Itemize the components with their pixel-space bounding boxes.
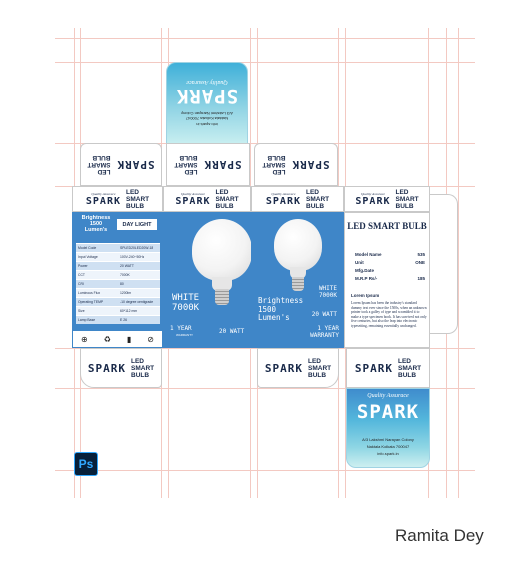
product-name-stacked <box>126 189 149 210</box>
brightness-line: Brightness <box>258 296 304 305</box>
spec-value: 7000K <box>120 273 130 277</box>
product-title: LED SMART BULB <box>347 221 427 231</box>
product-name-line: SMART <box>262 161 286 168</box>
spec-value: 80 <box>120 282 124 286</box>
warranty-small: WARRANTY <box>176 333 194 337</box>
product-name-line: BULB <box>126 202 145 210</box>
info-label: M.R.P <box>355 276 368 281</box>
product-name-line: SMART <box>215 195 239 203</box>
brightness-line: 1500 <box>258 304 277 314</box>
brand-logo: SPARK <box>265 195 301 207</box>
product-name-line: BULB <box>395 202 414 210</box>
front-panel <box>163 212 251 348</box>
product-name-line: SMART <box>174 161 198 168</box>
product-name-stacked <box>87 154 110 175</box>
product-name-line: LED <box>272 168 286 175</box>
table-row <box>76 315 160 324</box>
spec-label: CRI <box>78 282 84 286</box>
spec-value: SPLED20LED20W-18 <box>120 246 154 250</box>
bulb-base <box>292 277 304 291</box>
spec-label: CCT <box>78 273 85 277</box>
product-name-line: LED <box>126 188 139 196</box>
product-name-stacked <box>174 154 197 175</box>
product-name-line: LED <box>97 168 111 175</box>
spec-value: 1200lm <box>120 291 132 295</box>
product-name-line: BULB <box>131 371 150 379</box>
product-name-line: BULB <box>398 371 417 379</box>
product-name-stacked <box>306 189 329 210</box>
brightness-line: Lumen's <box>258 313 290 322</box>
product-name-line: SMART <box>398 364 422 372</box>
address-line1: A/3 Lakshmi Narayan Colony <box>181 111 233 116</box>
product-name-line: SMART <box>131 364 155 372</box>
top-lid-panel <box>166 62 248 144</box>
product-name-stacked <box>131 358 154 379</box>
product-name-line: BULB <box>215 202 234 210</box>
bottom-lid-panel <box>346 388 430 468</box>
table-row <box>76 261 160 270</box>
designer-credit: Ramita Dey <box>395 526 484 545</box>
brand-logo: SPARK <box>291 158 330 171</box>
product-name-line: BULB <box>308 371 327 379</box>
product-name-stacked <box>398 358 421 379</box>
brightness-line: 1500 <box>89 221 103 227</box>
product-name-stacked <box>216 189 239 210</box>
website-text: info.spark.in <box>196 122 218 127</box>
product-name-line: SMART <box>395 195 419 203</box>
spec-panel <box>72 212 163 348</box>
upper-flap <box>166 143 250 186</box>
bulb-icon <box>192 219 252 281</box>
product-name-line: SMART <box>306 195 330 203</box>
info-row <box>355 275 425 283</box>
product-name-line: LED <box>184 168 198 175</box>
info-row <box>355 267 425 275</box>
table-row <box>76 243 160 252</box>
bulb-icon <box>274 219 322 271</box>
info-table <box>355 251 425 283</box>
info-label: Rs/- <box>368 276 378 281</box>
brand-logo: SPARK <box>116 158 155 171</box>
brand-tagline: Quality Assurace <box>180 191 206 196</box>
info-value: 185 <box>417 276 425 281</box>
bottom-flap <box>80 348 162 388</box>
product-name-stacked <box>308 358 331 379</box>
ce-mark-icon: ⊕ <box>81 334 88 344</box>
brand-tagline: Quality Assurace <box>271 191 296 196</box>
spec-value: E 26 <box>120 318 127 322</box>
info-row <box>355 251 425 259</box>
spec-table <box>76 243 160 324</box>
table-row <box>76 288 160 297</box>
info-label: Model Name <box>355 252 382 257</box>
warranty-line: 1 YEAR <box>317 325 339 332</box>
product-name-line: LED <box>215 188 229 196</box>
certification-strip <box>73 331 162 347</box>
address-line2: Naktala Kolkata 700047 <box>366 444 410 449</box>
brand-logo: SPARK <box>203 158 242 171</box>
brand-logo: SPARK <box>175 195 211 207</box>
info-value: 535 <box>417 252 425 257</box>
info-label: Mfg.Date <box>355 268 374 273</box>
color-temp-text <box>319 285 337 299</box>
brand-tagline: Quality Assurace <box>367 393 409 399</box>
color-temp-line: WHITE <box>318 285 337 292</box>
product-name-line: LED <box>131 357 144 365</box>
brand-logo: SPARK <box>354 361 393 375</box>
spec-label: Size <box>78 309 85 313</box>
product-name-line: BULB <box>92 154 111 161</box>
product-name-line: LED <box>306 188 319 196</box>
face-header <box>72 186 163 212</box>
color-temp-line: 7000K <box>318 292 337 299</box>
product-name-line: LED <box>308 357 321 365</box>
no-symbol-icon: ⊘ <box>147 334 154 344</box>
upper-flap <box>80 143 162 186</box>
address-line2: Naktala Kolkata 700047 <box>185 116 229 121</box>
guide-line <box>55 62 475 63</box>
info-label: Unit <box>355 260 364 265</box>
wattage-text: 20 WATT <box>311 311 337 318</box>
face-header <box>251 186 344 212</box>
product-name-line: LED <box>398 357 411 365</box>
brand-logo: SPARK <box>356 401 420 423</box>
front-panel <box>251 212 344 348</box>
table-row <box>76 252 160 261</box>
face-header <box>344 186 430 212</box>
brand-logo: SPARK <box>87 361 126 375</box>
spec-label: Luminous Flux <box>78 291 101 295</box>
spec-label: Input Voltage <box>78 255 98 259</box>
brand-tagline: Quality Assurace <box>186 79 228 85</box>
product-name-line: BULB <box>267 154 286 161</box>
bottom-flap <box>346 348 430 388</box>
product-name-line: BULB <box>306 202 325 210</box>
color-temp-text <box>172 293 199 313</box>
table-row <box>76 279 160 288</box>
product-name-line: SMART <box>308 364 332 372</box>
table-row <box>76 270 160 279</box>
face-header <box>163 186 251 212</box>
brand-logo: SPARK <box>355 195 391 207</box>
brand-tagline: Quality Assurace <box>91 191 116 196</box>
spec-label: Model Code <box>78 246 97 250</box>
product-name-line: SMART <box>87 161 111 168</box>
product-name-line: SMART <box>126 195 150 203</box>
table-row <box>76 297 160 306</box>
spec-value: 60*112 mm <box>120 309 138 313</box>
upper-flap <box>254 143 338 186</box>
glue-flap <box>430 194 458 334</box>
warranty-line: WARRANTY <box>310 332 339 339</box>
warranty-text <box>310 325 339 339</box>
spec-label: Power <box>78 264 88 268</box>
bottom-flap <box>257 348 339 388</box>
product-name-line: BULB <box>179 154 198 161</box>
recycle-icon: ♻ <box>103 334 111 344</box>
website-text: info.spark.in <box>377 451 399 456</box>
wattage-text: 20 WATT <box>219 328 245 335</box>
table-row <box>76 306 160 315</box>
brightness-text <box>258 297 303 323</box>
bulb-base <box>215 289 229 305</box>
spec-label: Lamp Base <box>78 318 96 322</box>
spec-value: 100V-240~50Hz <box>120 255 145 259</box>
color-temp-line: 7000K <box>172 303 200 313</box>
brand-logo: SPARK <box>175 85 239 107</box>
day-light-label: DAY LIGHT <box>117 219 157 230</box>
color-temp-line: WHITE <box>172 293 200 303</box>
guide-line <box>458 28 459 498</box>
lorem-body: Lorem Ipsum has been the industry's standard dummy text ever since the 1500s, when an unknown printer took a galley of type and scrambled it to make a type specimen book. It has survived not only five centuries, but also the leap into electronic typesetting, remaining essentially unchanged. <box>351 301 427 328</box>
brightness-line: Lumen's <box>84 227 108 233</box>
brand-logo: SPARK <box>264 361 303 375</box>
guide-line <box>55 38 475 39</box>
product-name-stacked <box>396 189 419 210</box>
spec-value: -10 degree centigrade <box>120 300 154 304</box>
spec-value: 20 WATT <box>120 264 134 268</box>
warranty-text: 1 YEAR <box>170 325 192 332</box>
brand-logo: SPARK <box>85 195 121 207</box>
brightness-badge <box>79 215 113 233</box>
address-line1: A/3 Lakshmi Narayan Colony <box>362 437 414 442</box>
info-row <box>355 259 425 267</box>
lorem-title: Lorem Ipsum <box>351 293 380 298</box>
product-name-stacked <box>262 154 285 175</box>
info-value: ONE <box>415 260 425 265</box>
spec-label: Operating TEMP <box>78 300 104 304</box>
brand-tagline: Quality Assurace <box>360 191 386 196</box>
guide-line <box>55 470 475 471</box>
bin-icon: ▮ <box>126 334 132 344</box>
photoshop-app-icon: Ps <box>74 452 98 476</box>
product-name-line: LED <box>395 188 409 196</box>
info-panel <box>344 212 430 348</box>
brightness-line: Brightness <box>81 215 111 221</box>
